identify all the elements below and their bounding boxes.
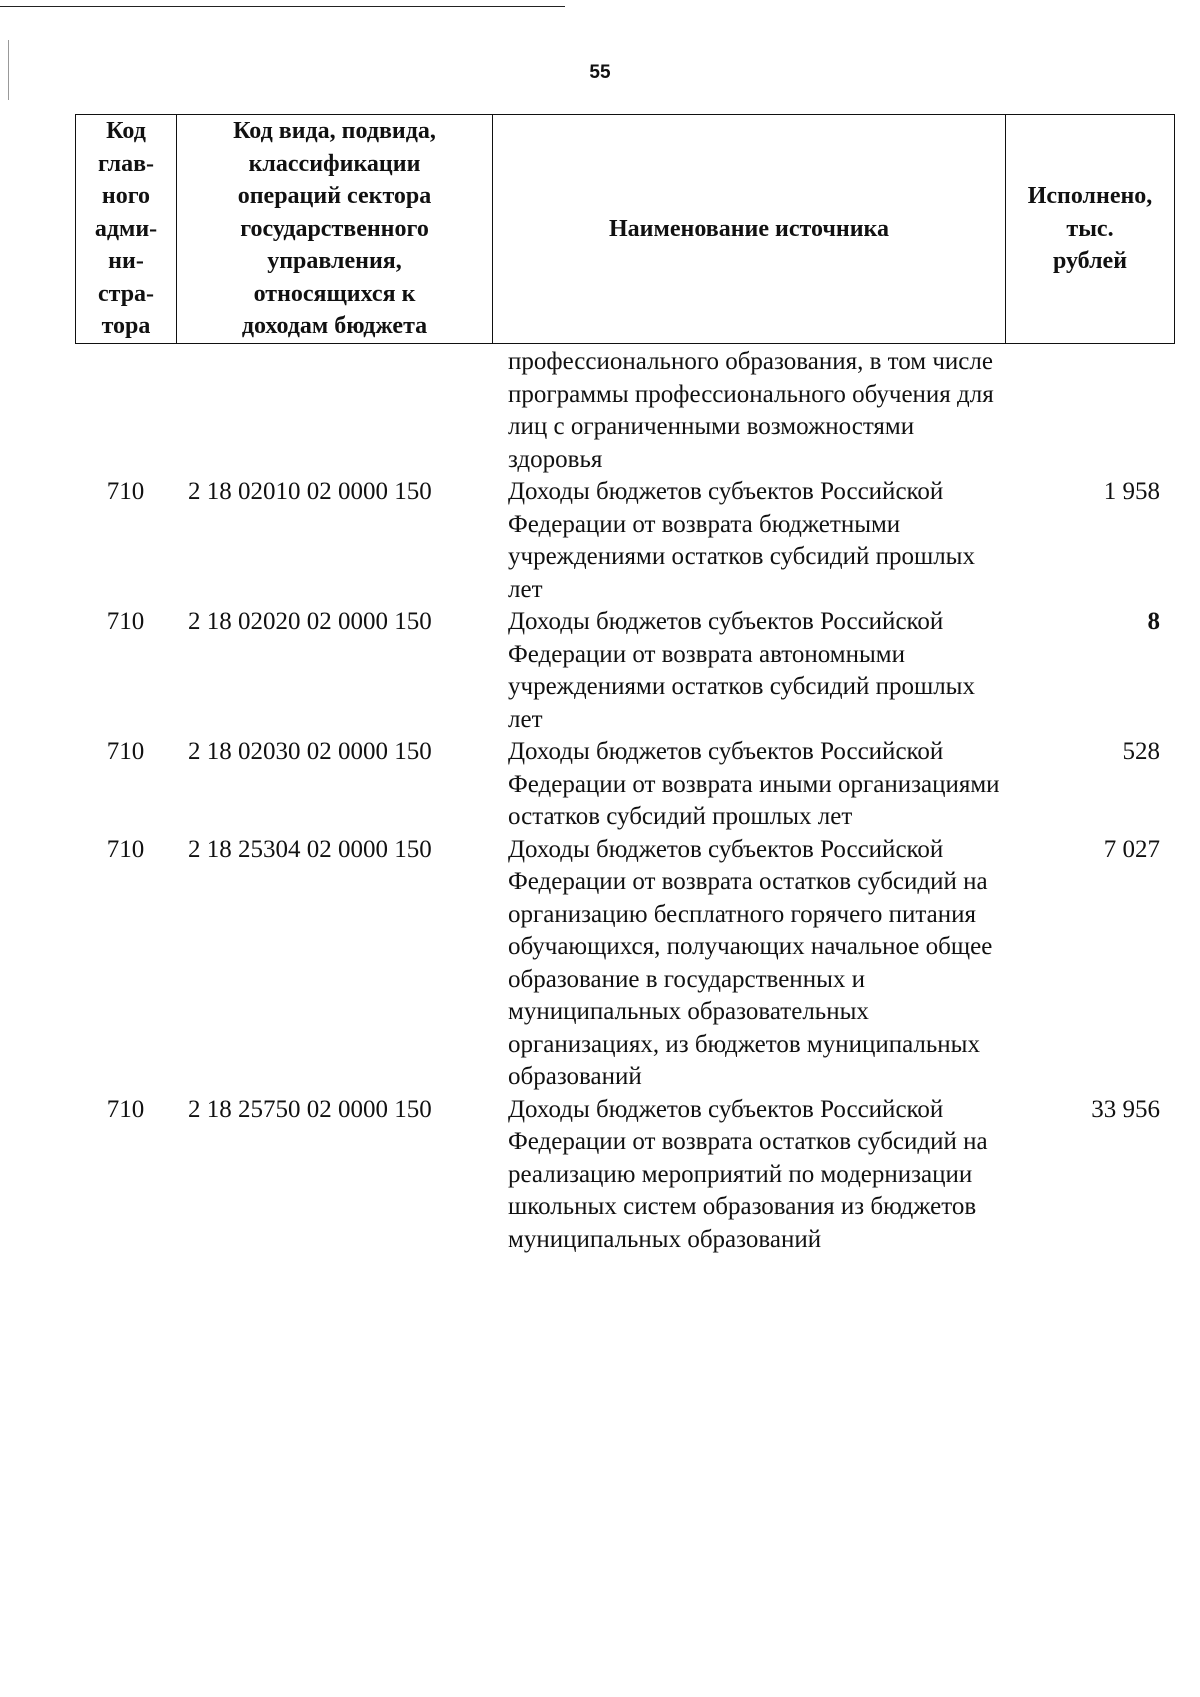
table-body — [75, 346, 1174, 1256]
admin-code-cell: 710 — [106, 478, 145, 505]
income-code-cell: 2 18 25304 02 0000 150 — [188, 835, 432, 863]
admin-code-cell: 710 — [106, 738, 145, 765]
continuation-text: профессионального образования, в том числе программы профессионального обучения для лиц с ограниченными возможностями здоровья — [508, 348, 994, 473]
header-income-code: Код вида, подвида, классификации операций сектора государственного управления, относящихся к доходам бюджета — [177, 115, 493, 344]
source-name-cell: Доходы бюджетов субъектов Российской Федерации от возврата остатков субсидий на организацию бесплатного горячего питания обучающихся, получающих начальное общее образование в государственных и муниципальных образовательных организациях, из бюджетов муниципальных образований — [508, 835, 993, 1090]
amount-cell: 1 958 — [1103, 478, 1160, 505]
table-row — [75, 606, 1174, 736]
header-admin-code: Код глав- ного адми- ни- стра- тора — [76, 115, 177, 344]
amount-cell: 528 — [1122, 738, 1160, 765]
table-header — [75, 114, 1175, 344]
source-name-cell: Доходы бюджетов субъектов Российской Федерации от возврата бюджетными учреждениями остатков субсидий прошлых лет — [508, 478, 975, 603]
income-code-cell: 2 18 02010 02 0000 150 — [188, 478, 432, 505]
table-row-continuation — [75, 346, 1174, 476]
amount-cell: 8 — [1147, 608, 1160, 635]
scan-edge-line — [0, 6, 565, 7]
amount-cell: 7 027 — [1103, 835, 1160, 863]
income-code-cell: 2 18 25750 02 0000 150 — [188, 1095, 432, 1123]
admin-code-cell: 710 — [106, 1095, 145, 1123]
income-code-cell: 2 18 02020 02 0000 150 — [188, 608, 432, 635]
source-name-cell: Доходы бюджетов субъектов Российской Федерации от возврата автономными учреждениями остатков субсидий прошлых лет — [508, 608, 975, 733]
table-row — [75, 736, 1174, 834]
income-code-cell: 2 18 02030 02 0000 150 — [188, 738, 432, 765]
source-name-cell: Доходы бюджетов субъектов Российской Федерации от возврата остатков субсидий на реализацию мероприятий по модернизации школьных систем образования из бюджетов муниципальных образований — [508, 1095, 988, 1253]
source-name-cell: Доходы бюджетов субъектов Российской Федерации от возврата иными организациями остатков субсидий прошлых лет — [508, 738, 1000, 830]
table-row — [75, 834, 1174, 1094]
amount-cell: 33 956 — [1091, 1095, 1160, 1123]
admin-code-cell: 710 — [106, 608, 145, 635]
page-number: 55 — [589, 62, 611, 83]
table-row — [75, 1094, 1174, 1257]
header-source-name: Наименование источника — [493, 115, 1006, 344]
admin-code-cell: 710 — [106, 835, 145, 863]
header-executed: Исполнено, тыс. рублей — [1006, 115, 1175, 344]
table-row — [75, 476, 1174, 606]
